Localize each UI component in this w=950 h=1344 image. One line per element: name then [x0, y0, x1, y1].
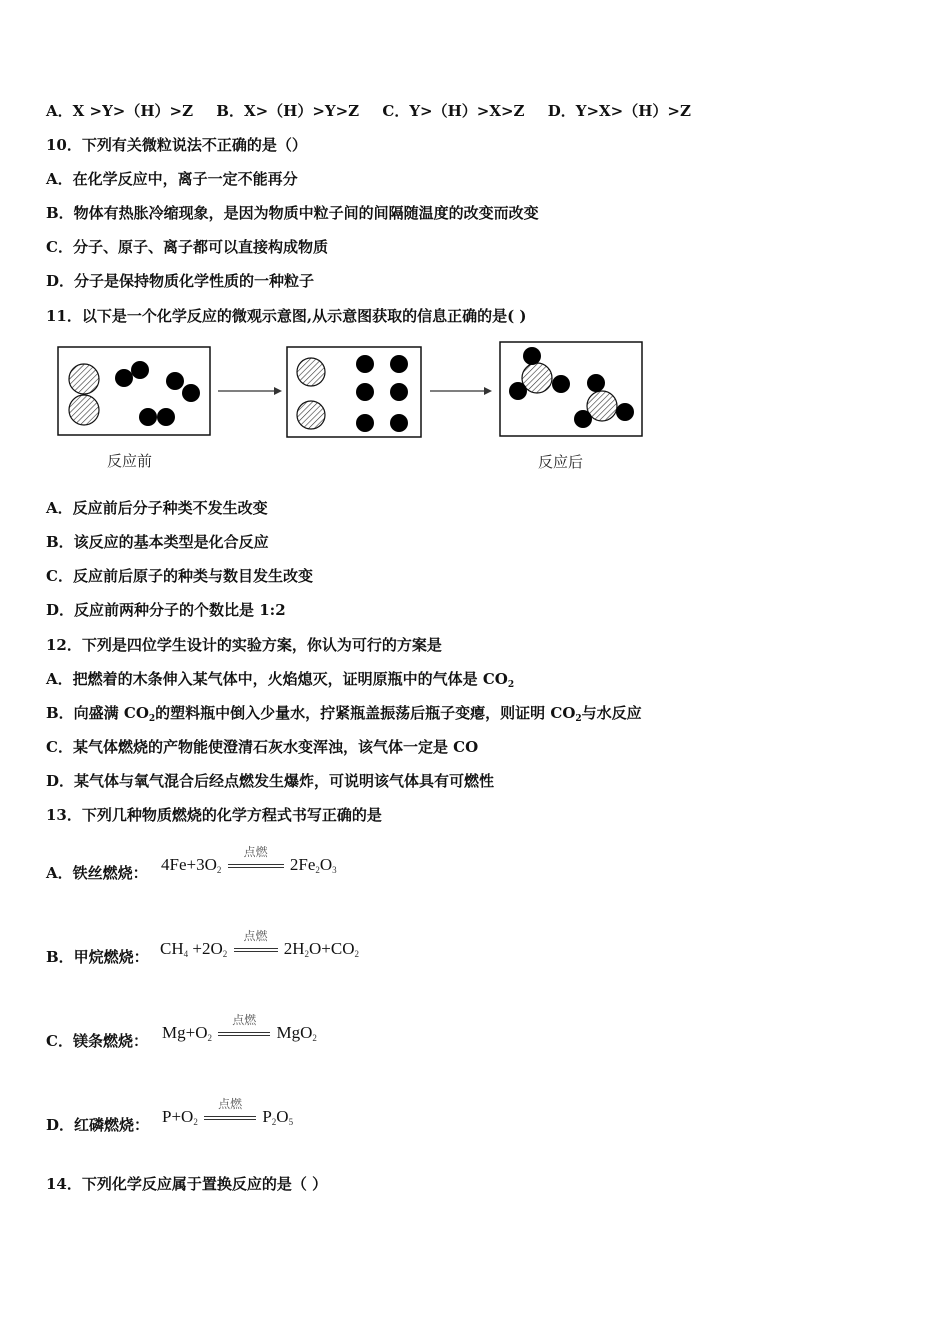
q9-option-c: C．Y>（H）>X>Z: [382, 102, 525, 120]
black-atom: [356, 383, 374, 401]
q13-option-b-label: B．甲烷燃烧：: [46, 948, 149, 966]
reaction-diagram: [0, 335, 700, 445]
q13-option-c-label: C．镁条燃烧：: [46, 1032, 148, 1050]
black-atom: [390, 414, 408, 432]
q9-option-d: D．Y>X>（H）>Z: [547, 102, 691, 120]
q10-option-c: C．分子、原子、离子都可以直接构成物质: [46, 238, 328, 256]
black-atom: [616, 403, 634, 421]
arrow-head: [484, 387, 492, 395]
black-atom: [356, 414, 374, 432]
hatched-atom: [297, 358, 325, 386]
q10-option-b: B．物体有热胀冷缩现象，是因为物质中粒子间的间隔随温度的改变而改变: [46, 204, 539, 222]
caption-after: 反应后: [538, 453, 584, 471]
black-atom: [574, 410, 592, 428]
black-atom: [115, 369, 133, 387]
q12-option-c: C．某气体燃烧的产物能使澄清石灰水变浑浊，该气体一定是 CO: [46, 738, 479, 756]
q12-option-d: D．某气体与氧气混合后经点燃发生爆炸，可说明该气体具有可燃性: [46, 772, 495, 790]
black-atom: [157, 408, 175, 426]
black-atom: [390, 355, 408, 373]
q11-stem: 11．以下是一个化学反应的微观示意图,从示意图获取的信息正确的是( ): [46, 307, 527, 325]
reaction-condition: 点燃: [228, 856, 284, 876]
black-atom: [166, 372, 184, 390]
black-atom: [523, 347, 541, 365]
caption-before: 反应前: [107, 452, 153, 470]
q10-stem: 10．下列有关微粒说法不正确的是（）: [46, 136, 307, 154]
black-atom: [182, 384, 200, 402]
black-atom: [356, 355, 374, 373]
hatched-atom: [297, 401, 325, 429]
hatched-atom: [69, 364, 99, 394]
q13-option-d-label: D．红磷燃烧：: [46, 1116, 150, 1134]
black-atom: [587, 374, 605, 392]
q11-option-c: C．反应前后原子的种类与数目发生改变: [46, 567, 313, 585]
q9-options: [46, 101, 691, 121]
q13-option-c-equation: $Mg+O_2$ 点燃 MgO$_2$: [162, 1013, 317, 1043]
q10-option-d: D．分子是保持物质化学性质的一种粒子: [46, 272, 315, 290]
black-atom: [509, 382, 527, 400]
q10-option-a: A．在化学反应中，离子一定不能再分: [46, 170, 298, 188]
q12-option-a: A．把燃着的木条伸入某气体中，火焰熄灭，证明原瓶中的气体是 $CO_2$: [46, 670, 515, 690]
black-atom: [552, 375, 570, 393]
q13-stem: 13．下列几种物质燃烧的化学方程式书写正确的是: [46, 806, 382, 824]
arrow-head: [274, 387, 282, 395]
q9-option-a: A．X >Y>（H）>Z: [46, 102, 194, 120]
reaction-condition: 点燃: [218, 1024, 270, 1044]
black-atom: [390, 383, 408, 401]
q13-option-a-equation: $4Fe+3O_2$ 点燃 $2Fe_2O_3$: [161, 845, 337, 875]
q11-option-a: A．反应前后分子种类不发生改变: [46, 499, 268, 517]
q13-option-d-equation: $P+O_2$ 点燃 $P_2O_5$: [162, 1097, 294, 1127]
q9-option-b: B．X>（H）>Y>Z: [216, 102, 360, 120]
black-atom: [131, 361, 149, 379]
reaction-condition: 点燃: [234, 940, 278, 960]
q11-option-d: D．反应前两种分子的个数比是 1:2: [46, 601, 286, 619]
q12-option-b: B．向盛满 $CO_2$的塑料瓶中倒入少量水，拧紧瓶盖振荡后瓶子变瘪，则证明 $CO_2$与水反应: [46, 704, 642, 724]
q14-stem: 14．下列化学反应属于置换反应的是（ ）: [46, 1175, 328, 1193]
q13-option-a-label: A．铁丝燃烧：: [46, 864, 148, 882]
q12-stem: 12．下列是四位学生设计的实验方案，你认为可行的方案是: [46, 636, 442, 654]
hatched-atom: [69, 395, 99, 425]
q13-option-b-equation: $CH_4 +2O_2$ 点燃 $2H_2O+CO_2$: [160, 929, 360, 959]
reaction-condition: 点燃: [204, 1108, 256, 1128]
q11-option-b: B．该反应的基本类型是化合反应: [46, 533, 269, 551]
black-atom: [139, 408, 157, 426]
